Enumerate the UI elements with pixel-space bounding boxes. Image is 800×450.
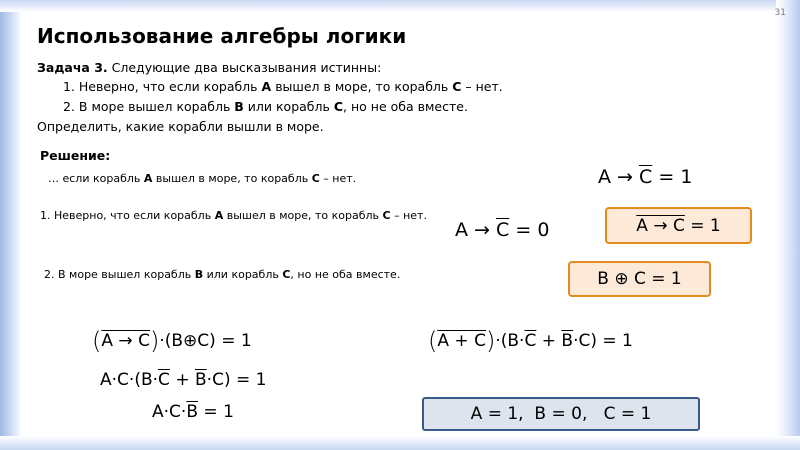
formula-not-a-impl-notc-eq-1: A → C = 1 [636,215,721,236]
page-number: 31 [774,8,786,18]
formula-a-impl-notc-eq-1: $A \to \overline{C} = 1$ [598,166,693,188]
solution-line-1: … если корабль A вышел в море, то корабль C – нет. [48,172,357,185]
formula-expanded: $A\cdot C\cdot(B\cdot\overline{C} + \overline{B}\cdot C) = 1$ [100,370,267,390]
highlight-box-xor [568,261,711,297]
formula-b-xor-c-eq-1: B ⊕ C = 1 [597,269,682,289]
formula-conjunction-1: (A → C)·(B⊕C) = 1 [92,327,252,355]
task-statement-2: 2. В море вышел корабль B или корабль C, но не оба вместе. [63,99,468,114]
task-question: Определить, какие корабли вышли в море. [37,119,324,134]
slide-frame-left [0,0,22,450]
formula-conjunction-2: $(A + C)\cdot(B\cdot\overline{C} + \overline{B}\cdot C) = 1$ [428,327,633,355]
slide-frame-right [776,0,800,450]
page-title: Использование алгебры логики [37,24,407,48]
highlight-box-negated-implication [605,207,752,244]
solution-label: Решение: [40,148,111,163]
formula-simplified: $A\cdot C\cdot\overline{B} = 1$ [152,402,234,422]
solution-line-3: 2. В море вышел корабль B или корабль C, но не оба вместе. [44,268,401,281]
slide-frame-top [0,0,800,12]
answer-box [422,397,700,431]
task-statement-1: 1. Неверно, что если корабль A вышел в море, то корабль C – нет. [63,79,503,94]
task-label: Задача 3. [37,60,108,75]
formula-a-impl-notc-eq-0: $A \to \overline{C} = 0$ [455,219,550,241]
solution-line-2: 1. Неверно, что если корабль A вышел в море, то корабль C – нет. [40,209,427,222]
task-intro [37,60,381,75]
slide-frame-bottom [0,436,800,450]
task-intro-text: Следующие два высказывания истинны: [107,60,382,75]
answer-formula: A = 1, B = 0, C = 1 [470,404,652,424]
